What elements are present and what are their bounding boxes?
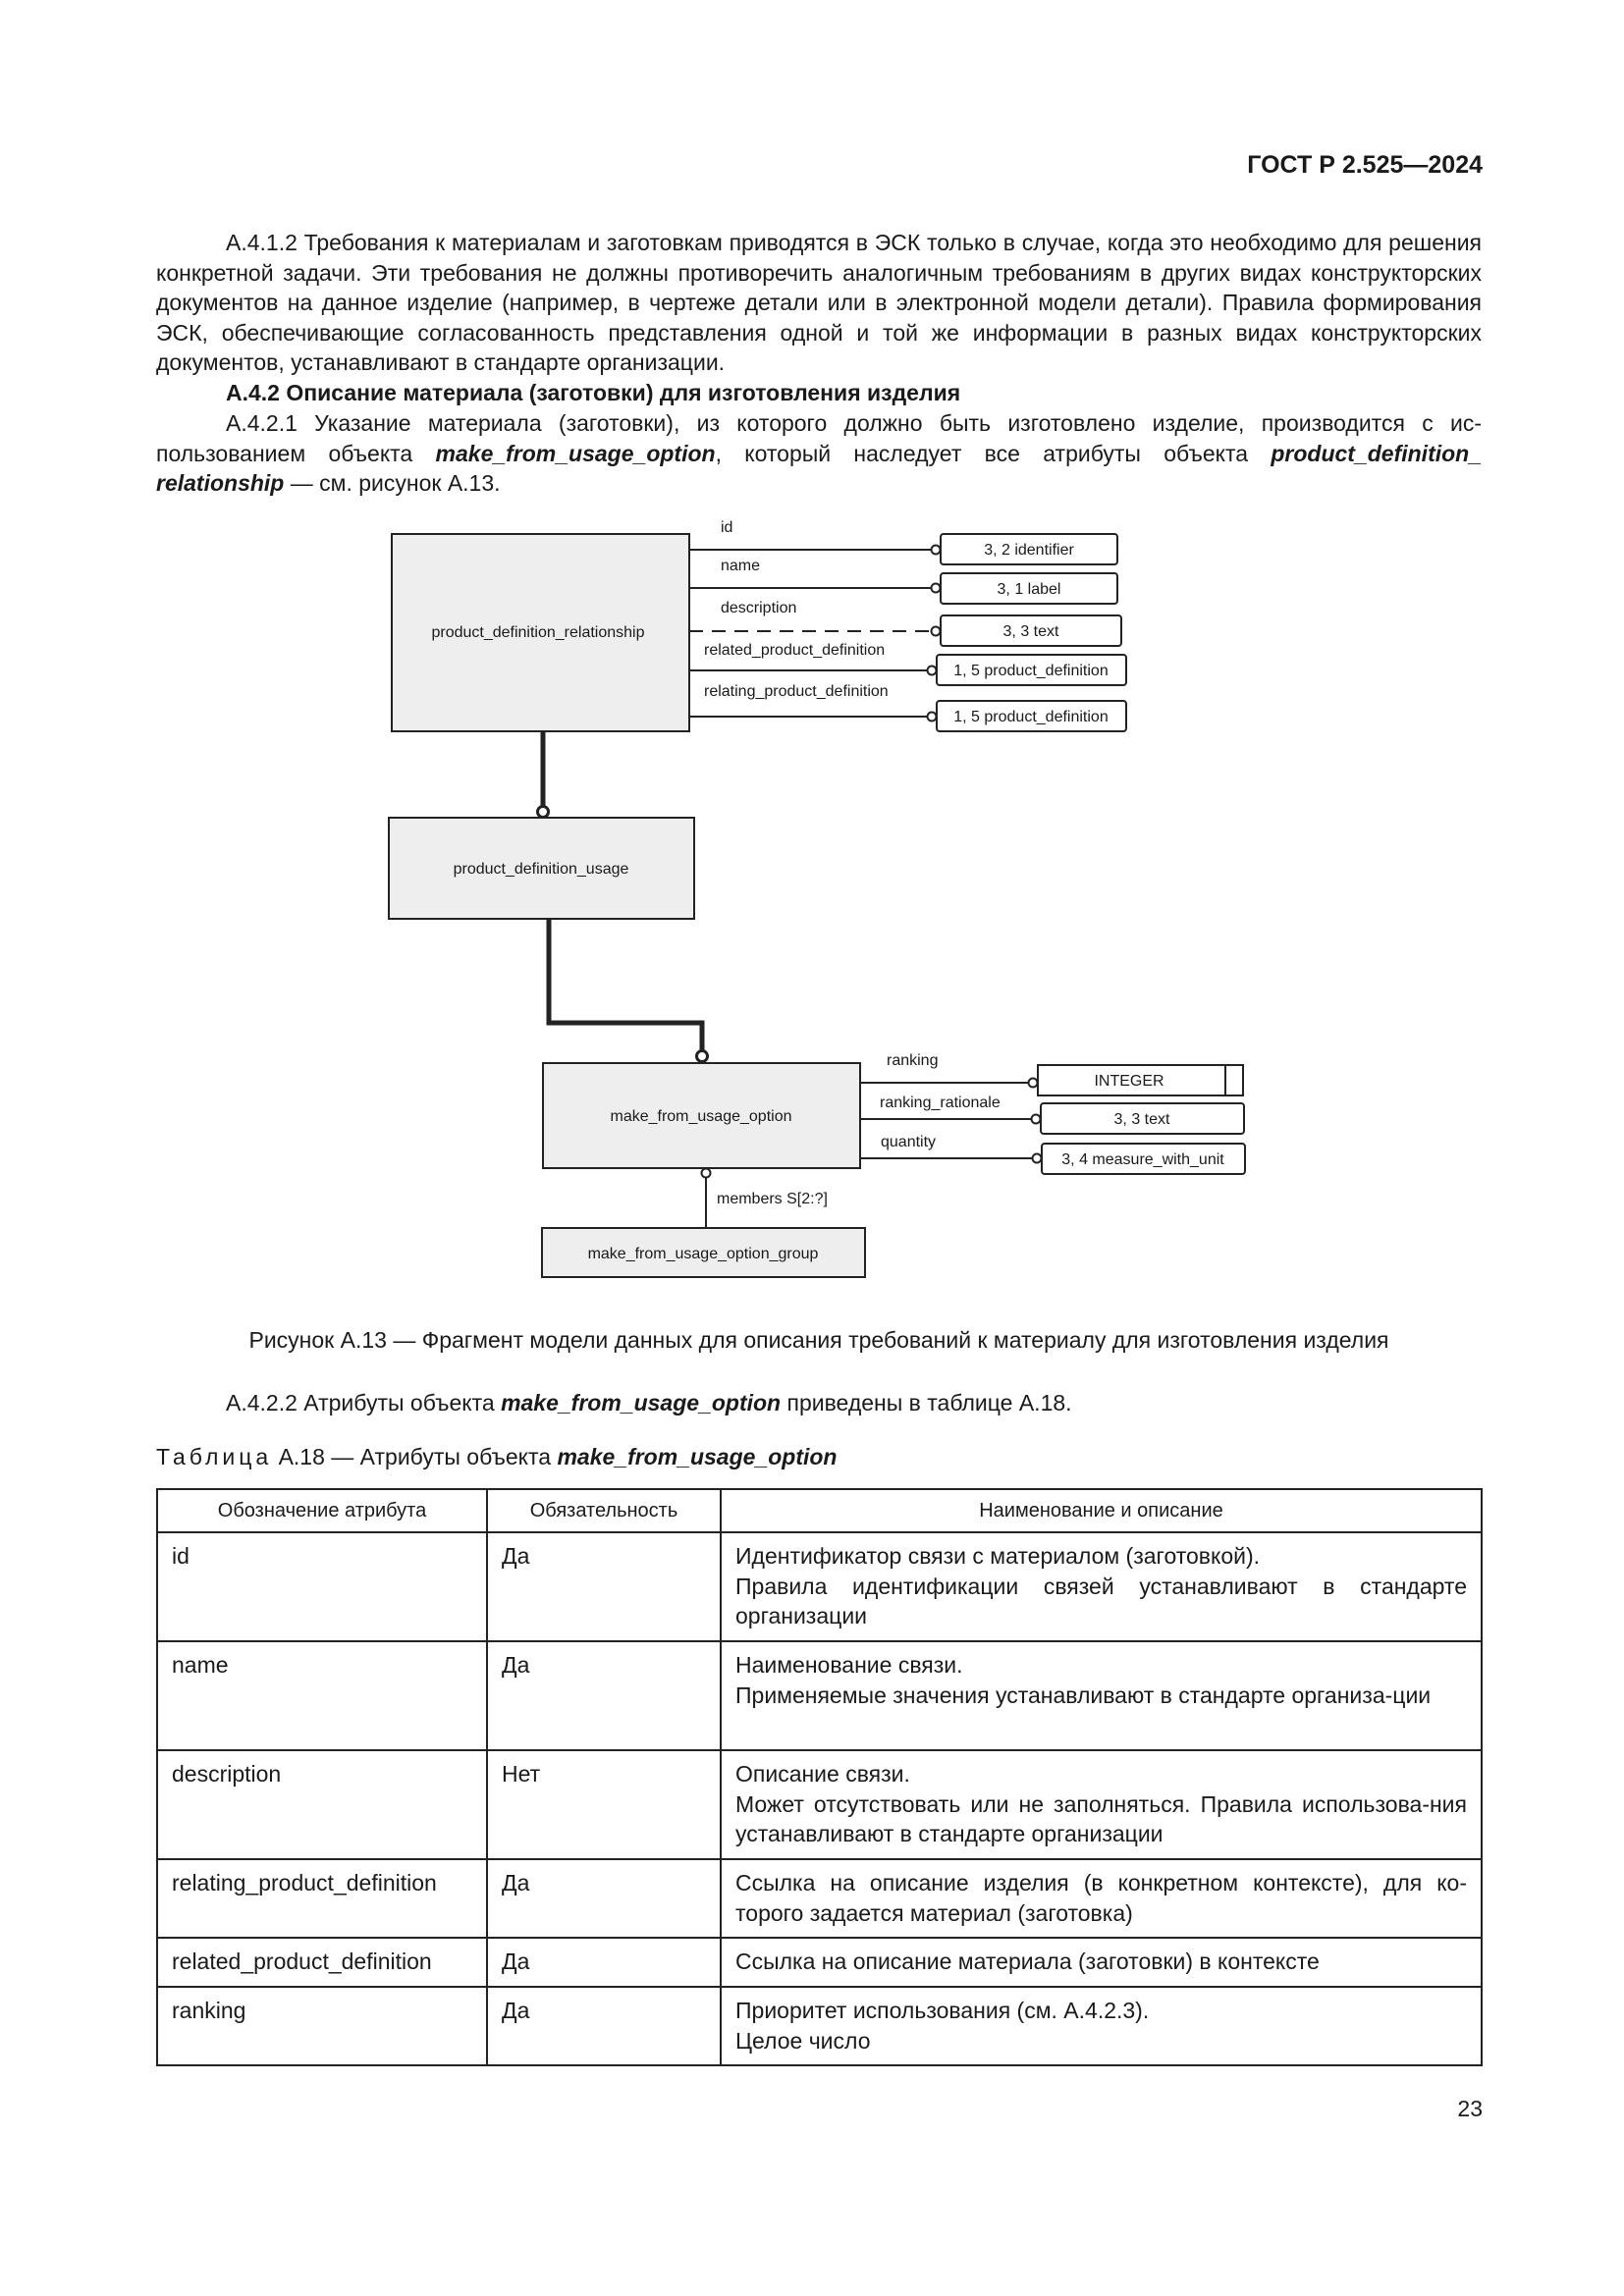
cell-attribute: name bbox=[157, 1641, 487, 1750]
table-row bbox=[157, 1641, 1482, 1750]
paragraph-line: А.4.2.1 Указание материала (заготовки), из которого должно быть изготовлено изделие, производится с ис- bbox=[226, 410, 1482, 436]
table-row bbox=[157, 1532, 1482, 1641]
object-name: make_from_usage_option bbox=[501, 1390, 782, 1415]
optional-circle bbox=[932, 627, 941, 636]
description-line: Описание связи. bbox=[735, 1761, 910, 1787]
subtype-line bbox=[549, 919, 702, 1052]
cell-description bbox=[721, 1532, 1482, 1641]
table-caption bbox=[156, 1444, 837, 1470]
cell-required: Да bbox=[487, 1859, 721, 1938]
cell-required: Да bbox=[487, 1641, 721, 1750]
page-number: 23 bbox=[1457, 2096, 1483, 2121]
cell-description bbox=[721, 1987, 1482, 2065]
attr-label: quantity bbox=[881, 1134, 937, 1150]
cell-attribute: ranking bbox=[157, 1987, 487, 2065]
object-name: relationship bbox=[156, 470, 285, 496]
section-heading-a42: А.4.2 Описание материала (заготовки) для изготовления изделия bbox=[226, 380, 961, 405]
cell-attribute: relating_product_definition bbox=[157, 1859, 487, 1938]
optional-circle bbox=[702, 1169, 711, 1178]
cell-description bbox=[721, 1859, 1482, 1938]
description-line: Ссылка на описание изделия (в конкретном контексте), для ко-торого задается материал (заготовка) bbox=[735, 1870, 1467, 1926]
attr-label: ranking_rationale bbox=[880, 1095, 1001, 1111]
optional-circle bbox=[928, 713, 937, 721]
entity-label: make_from_usage_option_group bbox=[587, 1246, 819, 1262]
cell-attribute: description bbox=[157, 1750, 487, 1859]
attr-label: ranking bbox=[887, 1052, 939, 1069]
text-run: — см. рисунок А.13. bbox=[284, 470, 501, 496]
type-label: INTEGER bbox=[1094, 1073, 1164, 1090]
table-caption-number: А.18 — Атрибуты объекта bbox=[272, 1444, 558, 1469]
figure-caption: Рисунок А.13 — Фрагмент модели данных для описания требований к материалу для изготовления изделия bbox=[248, 1327, 1389, 1353]
text-run: , который наследует все атрибуты объекта bbox=[715, 440, 1272, 466]
document-header: ГОСТ Р 2.525—2024 bbox=[1247, 151, 1483, 179]
attr-label: relating_product_definition bbox=[704, 683, 889, 700]
type-label: 3, 3 text bbox=[1002, 623, 1059, 640]
entity-label: product_definition_usage bbox=[453, 861, 629, 878]
type-label: 1, 5 product_definition bbox=[953, 663, 1109, 679]
attr-label: related_product_definition bbox=[704, 642, 886, 659]
subtype-circle bbox=[538, 807, 549, 818]
paragraph-line: разных видах конструкторских документов, устанавливают в стандарте организации. bbox=[156, 319, 1482, 375]
type-label: 1, 5 product_definition bbox=[953, 709, 1109, 725]
cell-attribute: id bbox=[157, 1532, 487, 1641]
paragraph-line: А.4.1.2 Требования к материалам и заготовкам приводятся в ЭСК только в случае, когда это необходимо для bbox=[226, 230, 1382, 255]
description-line: Может отсутствовать или не заполняться. Правила использова-ния устанавливают в стандарте организации bbox=[735, 1790, 1467, 1846]
paragraph-line: конструкторских документов на данное изделие (например, в чертеже детали или в электронной модели детали). bbox=[156, 259, 1482, 315]
attr-label: name bbox=[721, 558, 761, 574]
description-line: Ссылка на описание материала (заготовки) в контексте bbox=[735, 1949, 1320, 1974]
description-line: Правила идентификации связей устанавливают в стандарте организации bbox=[735, 1573, 1467, 1629]
type-label: 3, 2 identifier bbox=[984, 542, 1074, 559]
text-run: А.4.2.2 Атрибуты объекта bbox=[226, 1390, 502, 1415]
cell-required: Да bbox=[487, 1987, 721, 2065]
column-header: Обозначение атрибута bbox=[157, 1489, 487, 1532]
cell-description bbox=[721, 1938, 1482, 1987]
entity-label: make_from_usage_option bbox=[610, 1108, 792, 1125]
object-name: product_definition_ bbox=[1271, 440, 1483, 466]
column-header: Обязательность bbox=[487, 1489, 721, 1532]
cell-required: Да bbox=[487, 1938, 721, 1987]
subtype-circle bbox=[697, 1051, 708, 1062]
paragraph-line: Правила формирования ЭСК, обеспечивающие согласованность представления одной и той же информации в bbox=[156, 290, 1483, 346]
table-header-row bbox=[157, 1489, 1482, 1532]
description-line: Наименование связи. bbox=[735, 1652, 963, 1678]
optional-circle bbox=[1029, 1079, 1038, 1088]
table-row bbox=[157, 1987, 1482, 2065]
table-caption-word: Таблица bbox=[156, 1444, 273, 1469]
paragraph-a422 bbox=[156, 1388, 1482, 1418]
members-label: members S[2:?] bbox=[717, 1191, 828, 1207]
cell-attribute: related_product_definition bbox=[157, 1938, 487, 1987]
cell-description bbox=[721, 1750, 1482, 1859]
optional-circle bbox=[932, 546, 941, 555]
cell-description bbox=[721, 1641, 1482, 1750]
column-header: Наименование и описание bbox=[721, 1489, 1482, 1532]
paragraph-line: решения конкретной задачи. Эти требования не должны противоречить аналогичным требованиям в других видах bbox=[156, 230, 1483, 286]
description-line: Применяемые значения устанавливают в стандарте организа-ции bbox=[735, 1682, 1432, 1708]
type-label: 3, 4 measure_with_unit bbox=[1061, 1151, 1224, 1168]
cell-required: Нет bbox=[487, 1750, 721, 1859]
optional-circle bbox=[928, 667, 937, 675]
description-line: Приоритет использования (см. А.4.2.3). bbox=[735, 1998, 1150, 2023]
table-row bbox=[157, 1859, 1482, 1938]
description-line: Идентификатор связи с материалом (заготовкой). bbox=[735, 1543, 1261, 1569]
optional-circle bbox=[1032, 1115, 1041, 1124]
entity-label: product_definition_relationship bbox=[431, 624, 645, 641]
text-run: пользованием объекта bbox=[156, 440, 436, 466]
attributes-table bbox=[156, 1488, 1483, 2066]
description-line: Целое число bbox=[735, 2027, 871, 2054]
table-row bbox=[157, 1750, 1482, 1859]
optional-circle bbox=[932, 584, 941, 593]
attr-label: description bbox=[721, 600, 797, 616]
text-run: приведены в таблице А.18. bbox=[781, 1390, 1072, 1415]
attr-label: id bbox=[721, 519, 733, 536]
object-name: make_from_usage_option bbox=[435, 440, 716, 466]
cell-required: Да bbox=[487, 1532, 721, 1641]
type-label: 3, 1 label bbox=[997, 581, 1061, 598]
optional-circle bbox=[1033, 1154, 1042, 1163]
object-name: make_from_usage_option bbox=[557, 1444, 838, 1469]
type-label: 3, 3 text bbox=[1113, 1111, 1170, 1128]
table-row bbox=[157, 1938, 1482, 1987]
